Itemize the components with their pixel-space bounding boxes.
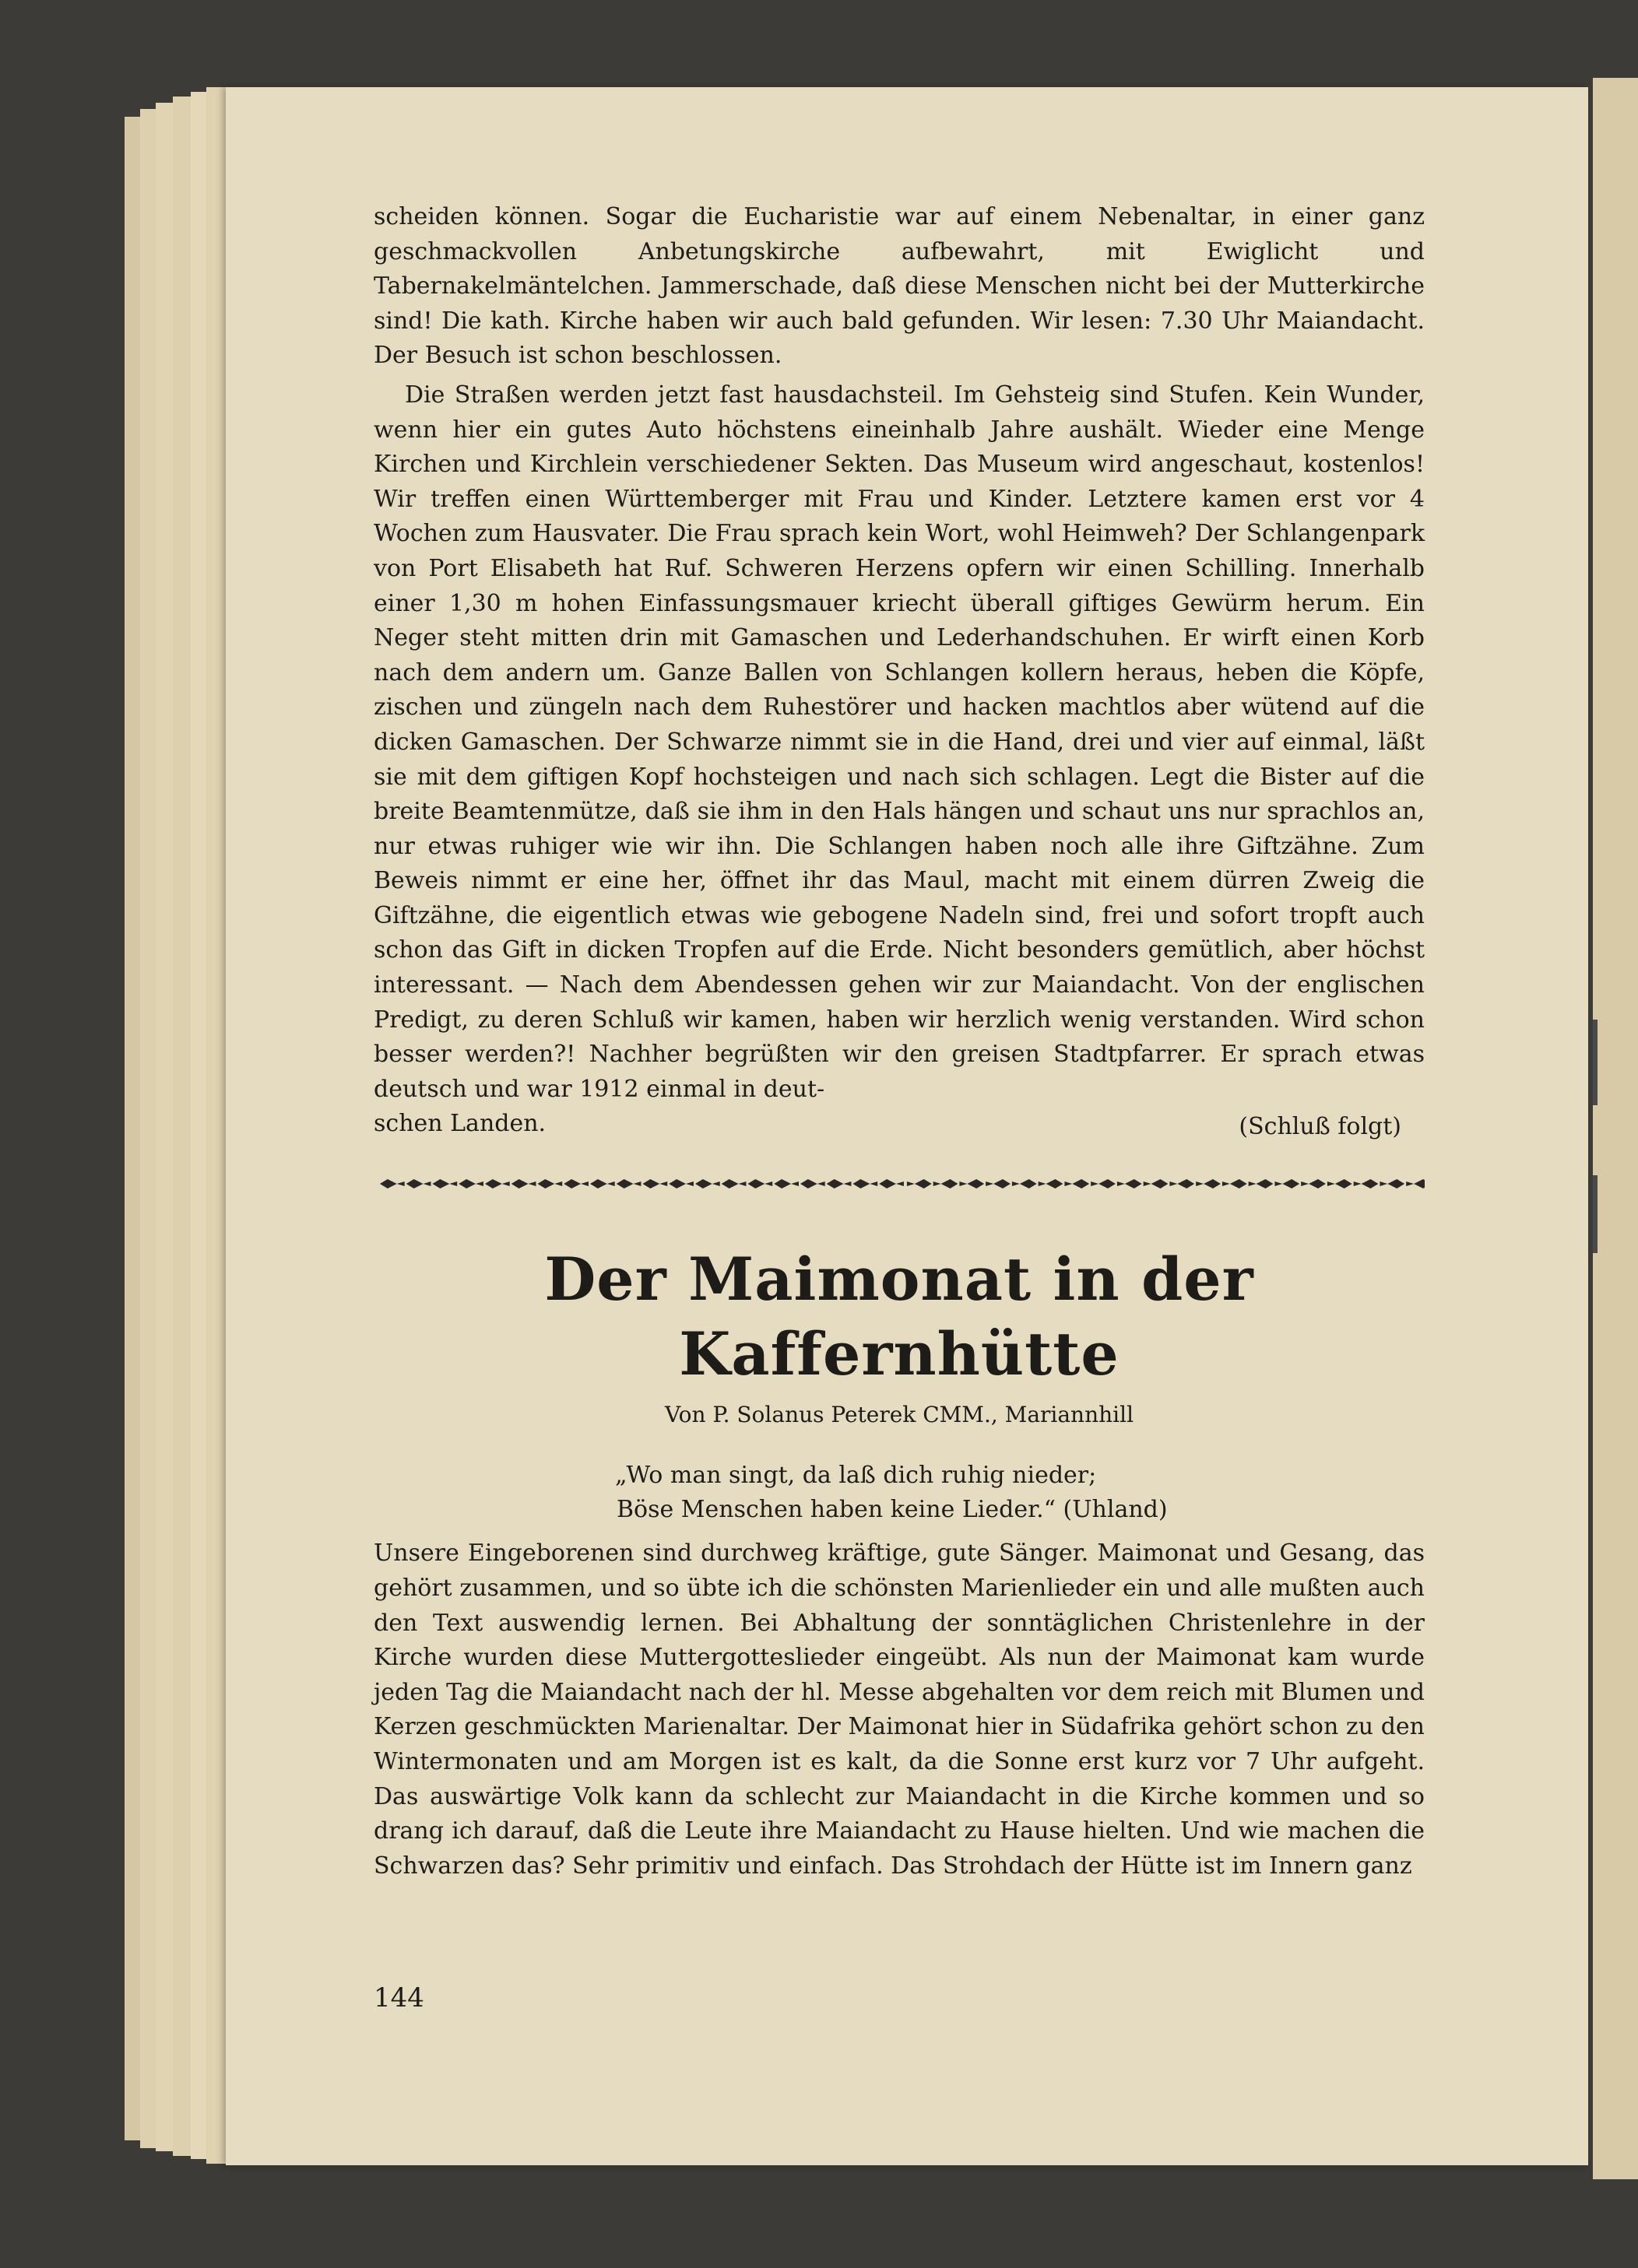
ornament-segment bbox=[564, 1179, 589, 1188]
ornament-segment bbox=[642, 1179, 667, 1188]
ornament-segment bbox=[617, 1179, 641, 1188]
ornament-segment bbox=[1354, 1179, 1379, 1188]
ornament-segment bbox=[800, 1179, 825, 1188]
continuation-paragraph-2: Die Straßen werden jetzt fast hausdachsteil. Im Gehsteig sind Stufen. Kein Wunder, wenn hier ein gutes Auto höchstens eineinhalb Jahre aushält. Wieder eine Menge Kirchen und Kirchlein verschiedener Sekten. Das Museum wird angeschaut, kostenlos! Wir treffen einen Württemberger mit Frau und Kinder. Letztere kamen erst vor 4 Wochen zum Hausvater. Die Frau sprach kein Wort, wohl Heimweh? Der Schlangenpark von Port Elisabeth hat Ruf. Schweren Herzens opfern wir einen Schilling. Innerhalb einer 1,30 m hohen Einfassungsmauer kriecht überall giftiges Gewürm herum. Ein Neger steht mitten drin mit Gamaschen und Lederhandschuhen. Er wirft einen Korb nach dem andern um. Ganze Ballen von Schlangen kollern heraus, heben die Köpfe, zischen und züngeln nach dem Ruhestörer und hacken machtlos aber wütend auf die dicken Gamaschen. Der Schwarze nimmt sie in die Hand, drei und vier auf einmal, läßt sie mit dem giftigen Kopf hochsteigen und nach sich schlagen. Legt die Bister auf die breite Beamtenmütze, daß sie ihm in den Hals hängen und schaut uns nur sprachlos an, nur etwas ruhiger wie wir ihn. Die Schlangen haben noch alle ihre Giftzähne. Zum Beweis nimmt er eine her, öffnet ihr das Maul, macht mit einem dürren Zweig die Giftzähne, die eigentlich etwas wie gebogene Nadeln sind, frei und sofort tropft auch schon das Gift in dicken Tropfen auf die Erde. Nicht besonders gemütlich, aber höchst interessant. — Nach dem Abendessen gehen wir zur Maiandacht. Von der englischen Predigt, zu deren Schluß wir kamen, haben wir herzlich wenig verstanden. Wird schon besser werden?! Nachher begrüßten wir den greisen Stadtpfarrer. Er sprach etwas deutsch und war 1912 einmal in deut- bbox=[374, 381, 1425, 1103]
ornament-segment bbox=[380, 1179, 405, 1188]
ornament-segment bbox=[722, 1179, 747, 1188]
continuation-last-line: schen Landen. bbox=[374, 1110, 547, 1138]
page-mark bbox=[1593, 1020, 1598, 1105]
ornament-segment bbox=[852, 1179, 877, 1188]
ornament-segment bbox=[432, 1179, 457, 1188]
continuation-paragraph-1: scheiden können. Sogar die Eucharistie war auf einem Nebenaltar, in einer ganz geschmackvollen Anbetungskirche aufbewahrt, mit Ewiglicht und Tabernakelmäntelchen. Jammerschade, daß diese Menschen nicht bei der Mutterkirche sind! Die kath. Kirche haben wir auch bald gefunden. Wir lesen: 7.30 Uhr Maiandacht. Der Besuch ist schon beschlossen. bbox=[374, 203, 1425, 370]
ornament-segment bbox=[907, 1179, 932, 1188]
article-byline: Von P. Solanus Peterek CMM., Mariannhill bbox=[664, 1402, 1134, 1428]
ornament-segment bbox=[1301, 1179, 1326, 1188]
ornament-segment bbox=[1091, 1179, 1116, 1188]
ornament-segment bbox=[827, 1179, 852, 1188]
article-body-paragraph: Unsere Eingeborenen sind durchweg kräftige, gute Sänger. Maimonat und Gesang, das gehört zusammen, und so übte ich die schönsten Marienlieder ein und alle mußten auch den Text auswendig lernen. Bei Abhaltung der sonntäglichen Christenlehre in der Kirche wurden diese Muttergotteslieder eingeübt. Als nun der Maimonat kam wurde jeden Tag die Maiandacht nach der hl. Messe abgehalten vor dem reich mit Blumen und Kerzen geschmückten Marienaltar. Der Maimonat hier in Südafrika gehört schon zu den Wintermonaten und am Morgen ist es kalt, da die Sonne erst kurz vor 7 Uhr aufgeht. Das auswärtige Volk kann da schlecht zur Maiandacht in die Kirche kommen und so drang ich darauf, daß die Leute ihre Maiandacht zu Hause hielten. Und wie machen die Schwarzen das? Sehr primitiv und einfach. Das Strohdach der Hütte ist im Innern ganz bbox=[374, 1540, 1425, 1880]
facing-page-edge bbox=[1593, 78, 1638, 2179]
ornamental-divider bbox=[374, 1171, 1425, 1197]
ornament-segment bbox=[537, 1179, 562, 1188]
ornament-segment bbox=[406, 1179, 431, 1188]
ornament-segment bbox=[1406, 1179, 1425, 1188]
ornament-segment bbox=[1327, 1179, 1352, 1188]
ornament-segment bbox=[1196, 1179, 1221, 1188]
ornament-segment bbox=[986, 1179, 1011, 1188]
ornament-segment bbox=[774, 1179, 799, 1188]
ornament-segment bbox=[1274, 1179, 1299, 1188]
page-mark bbox=[1593, 1175, 1598, 1253]
ornament-segment bbox=[1249, 1179, 1274, 1188]
ornament-segment bbox=[1039, 1179, 1063, 1188]
ornament-segment bbox=[485, 1179, 510, 1188]
epigraph-line-2: Böse Menschen haben keine Lieder.“ (Uhland) bbox=[617, 1496, 1168, 1524]
ornament-segment bbox=[879, 1179, 904, 1188]
book-page bbox=[226, 87, 1588, 2165]
ornament-segment bbox=[511, 1179, 536, 1188]
ornament-segment bbox=[1117, 1179, 1142, 1188]
ornament-segment bbox=[747, 1179, 772, 1188]
ornament-segment bbox=[669, 1179, 694, 1188]
page-content bbox=[374, 200, 1425, 1884]
ornament-segment bbox=[959, 1179, 984, 1188]
ornament-segment bbox=[1144, 1179, 1169, 1188]
ornament-segment bbox=[933, 1179, 958, 1188]
epigraph bbox=[615, 1459, 1425, 1527]
continuation-closing bbox=[374, 1107, 1425, 1141]
ornament-segment bbox=[1064, 1179, 1089, 1188]
page-number: 144 bbox=[374, 1982, 424, 2013]
ornament-segment bbox=[1222, 1179, 1247, 1188]
article-title: Der Maimonat in der Kaffernhütte bbox=[544, 1245, 1254, 1389]
ornament-segment bbox=[590, 1179, 615, 1188]
ornament-segment bbox=[459, 1179, 483, 1188]
ornament-border-icon bbox=[374, 1174, 1425, 1193]
to-be-continued-note: (Schluß folgt) bbox=[1239, 1113, 1401, 1141]
ornament-segment bbox=[1169, 1179, 1194, 1188]
epigraph-line-1: „Wo man singt, da laß dich ruhig nieder; bbox=[615, 1462, 1097, 1490]
ornament-segment bbox=[1012, 1179, 1037, 1188]
ornament-segment bbox=[695, 1179, 720, 1188]
ornament-segment bbox=[1380, 1179, 1404, 1188]
